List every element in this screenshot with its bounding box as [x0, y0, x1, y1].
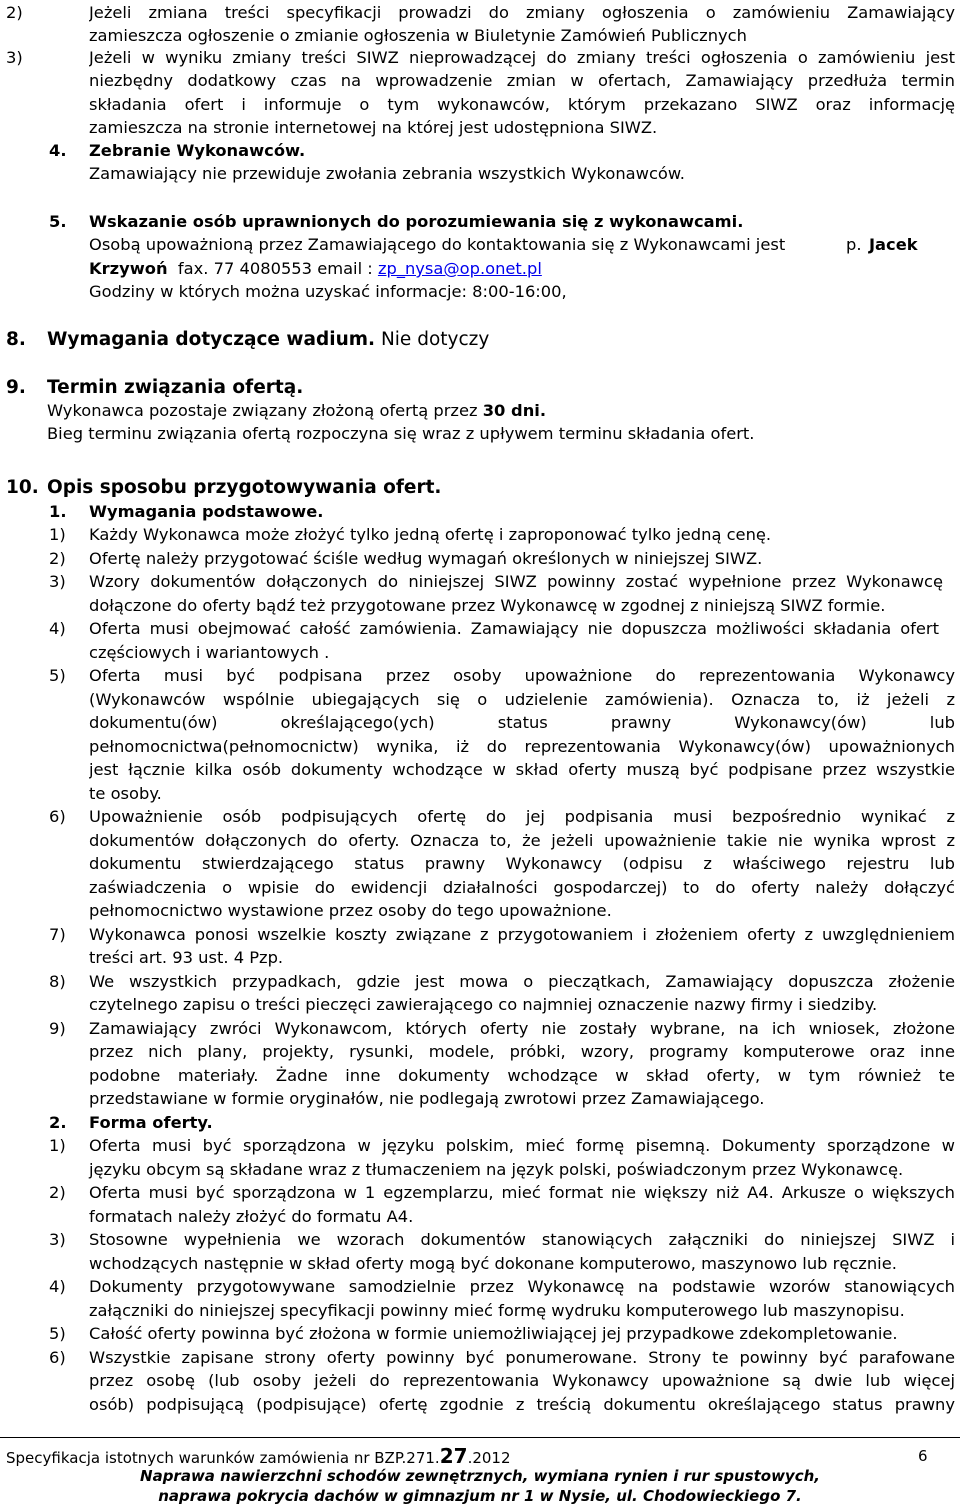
contact-first-name: Jacek [869, 235, 918, 254]
subsection-title: Wymagania podstawowe. [89, 502, 324, 521]
paragraph-line: czytelnego zapisu o treści pieczęci zawierającego co najmniej oznaczenie nazwy firmy i siedziby. [89, 995, 878, 1014]
paragraph-line: języku obcym są składane wraz z tłumaczeniem na język polski, poświadczonym przez Wykonawcę. [89, 1160, 904, 1179]
paragraph-line: Stosowne wypełnienia we wzorach dokumentów stanowiących załączniki do niniejszej SIWZ i [89, 1230, 955, 1249]
paragraph-line: Wykonawca ponosi wszelkie koszty związane z przygotowaniem i złożeniem oferty z uwzględnieniem [89, 925, 955, 944]
paragraph-line: częściowych i wariantowych . [89, 643, 330, 662]
paragraph-line: zamieszcza ogłoszenie o zmianie ogłoszenia w Biuletynie Zamówień Publicznych [89, 26, 747, 45]
paragraph-line: podobne materiały. Żadne inne dokumenty wchodzące w skład oferty, w tym również te [89, 1066, 955, 1085]
paragraph-line: Oferta musi być sporządzona w 1 egzemplarzu, mieć format nie większy niż A4. Arkusze o większych [89, 1183, 955, 1202]
footer-title-line1: Naprawa nawierzchni schodów zewnętrznych, wymiana rynien i rur spustowych, [140, 1467, 820, 1485]
footer-title-line2: naprawa pokrycia dachów w gimnazjum nr 1 w Nysie, ul. Chodowieckiego 7. [158, 1487, 802, 1505]
section-number: 8. [6, 329, 26, 350]
subsection-number: 2. [49, 1113, 67, 1132]
list-number: 4) [49, 1277, 66, 1296]
email-link[interactable]: zp_nysa@op.onet.pl [377, 259, 542, 278]
paragraph-line: Bieg terminu związania ofertą rozpoczyna się wraz z upływem terminu składania ofert. [47, 424, 755, 443]
paragraph-line: zaświadczenia o wpisie do ewidencji działalności gospodarczej) to do oferty należy dołączyć [89, 878, 955, 897]
footer-divider [0, 1437, 960, 1438]
section-title: Wymagania dotyczące wadium. [47, 329, 376, 350]
section-text: Nie dotyczy [380, 329, 490, 350]
paragraph-line: Każdy Wykonawca może złożyć tylko jedną ofertę i zaproponować tylko jedną cenę. [89, 525, 772, 544]
paragraph-line: We wszystkich przypadkach, gdzie jest mowa o pieczątkach, Zamawiający dopuszcza złożenie [89, 972, 955, 991]
list-number: 5) [49, 666, 66, 685]
contact-last-name: Krzywoń [89, 259, 168, 278]
list-number: 5) [49, 1324, 66, 1343]
section-number: 10. [6, 477, 39, 498]
paragraph-line: Wzory dokumentów dołączonych do niniejszej SIWZ powinny zostać wypełnione przez Wykonawcę [89, 572, 943, 591]
paragraph-line: Ofertę należy przygotować ściśle według wymagań określonych w niniejszej SIWZ. [89, 549, 763, 568]
paragraph-line: Oferta musi być podpisana przez osoby upoważnione do reprezentowania Wykonawcy [89, 666, 955, 685]
list-number: 6) [49, 1348, 66, 1367]
paragraph-line: przez osobę (lub osoby jeżeli do reprezentowania Wykonawcy upoważnione są dwie lub więcej [89, 1371, 955, 1390]
paragraph-line: załączniki do niniejszej specyfikacji powinny mieć formę wydruku komputerowego lub maszynopisu. [89, 1301, 905, 1320]
paragraph-text: Wykonawca pozostaje związany złożoną ofertą przez [47, 401, 483, 420]
list-number: 1) [49, 1136, 66, 1155]
fax-email-label: fax. 77 4080553 email : [177, 259, 378, 278]
paragraph-line: składania ofert i informuje o tym wykonawców, którym przekazano SIWZ oraz informację [89, 95, 955, 114]
list-number: 6) [49, 807, 66, 826]
paragraph-line: pełnomocnictwa(pełnomocnictw) wynika, iż do reprezentowania Wykonawcy(ów) upoważnionych [89, 737, 955, 756]
section-title: Opis sposobu przygotowywania ofert. [47, 477, 442, 498]
footer-spec-number: 27 [439, 1444, 468, 1468]
paragraph-line: niezbędny dodatkowy czas na wprowadzenie zmian w ofertach, Zamawiający przedłuża termin [89, 71, 955, 90]
section-title: Wskazanie osób uprawnionych do porozumiewania się z wykonawcami. [89, 212, 744, 231]
subsection-number: 1. [49, 502, 67, 521]
contact-prefix: p. [846, 235, 862, 254]
paragraph-line: te osoby. [89, 784, 162, 803]
paragraph-line: Jeżeli w wyniku zmiany treści SIWZ nieprowadzącej do zmiany treści ogłoszenia o zamówieniu jest [89, 48, 955, 67]
section-title: Zebranie Wykonawców. [89, 141, 306, 160]
paragraph-line: dokumentu(ów) określającego(ych) status prawny Wykonawcy(ów) lub [89, 713, 955, 732]
list-number: 8) [49, 972, 66, 991]
paragraph-line: Oferta musi obejmować całość zamówienia. Zamawiający nie dopuszcza możliwości składania ofert [89, 619, 939, 638]
list-number: 7) [49, 925, 66, 944]
paragraph-line: dokumentu stwierdzającego status prawny Wykonawcy (odpisu z właściwego rejestru lub [89, 854, 955, 873]
paragraph-line: Osobą upoważnioną przez Zamawiającego do kontaktowania się z Wykonawcami jest [89, 235, 786, 254]
paragraph-line: wchodzących następnie w skład oferty mogą być dokonane komputerowo, maszynowo lub ręcznie. [89, 1254, 897, 1273]
paragraph-line: Godziny w których można uzyskać informacje: 8:00-16:00, [89, 282, 567, 301]
paragraph-line: Oferta musi być sporządzona w języku polskim, mieć formę pisemną. Dokumenty sporządzone w [89, 1136, 955, 1155]
paragraph-line: osób) podpisującą (podpisujące) ofertę zgodnie z treścią dokumentu określającego status prawny [89, 1395, 955, 1414]
paragraph-line: Całość oferty powinna być złożona w formie uniemożliwiającej jej przypadkowe zdekompletowanie. [89, 1324, 898, 1343]
paragraph-line: Upoważnienie osób podpisujących ofertę do jej podpisania musi bezpośrednio wynikać z [89, 807, 955, 826]
subsection-title: Forma oferty. [89, 1113, 213, 1132]
list-number: 2) [6, 3, 23, 22]
paragraph-line: formatach należy złożyć do formatu A4. [89, 1207, 414, 1226]
paragraph-line: Wszystkie zapisane strony oferty powinny być ponumerowane. Strony te powinny być parafowane [89, 1348, 955, 1367]
paragraph-line: Jeżeli zmiana treści specyfikacji prowadzi do zmiany ogłoszenia o zamówieniu Zamawiający [89, 3, 955, 22]
paragraph-line: treści art. 93 ust. 4 Pzp. [89, 948, 284, 967]
section-number: 4. [49, 141, 67, 160]
list-number: 3) [6, 48, 23, 67]
page-number: 6 [918, 1447, 928, 1465]
list-number: 4) [49, 619, 66, 638]
paragraph-line: przedstawiane w formie oryginałów, nie podlegają zwrotowi przez Zamawiającego. [89, 1089, 765, 1108]
paragraph-line [47, 399, 546, 422]
paragraph-line: pełnomocnictwo wystawione przez osoby do tego upoważnione. [89, 901, 612, 920]
paragraph-line: Dokumenty przygotowywane samodzielnie przez Wykonawcę na podstawie wzorów stanowiących [89, 1277, 955, 1296]
term-days: 30 dni. [482, 401, 547, 420]
paragraph-line: dołączone do oferty bądź też przygotowane przez Wykonawcę w zgodnej z niniejszą SIWZ formie. [89, 596, 886, 615]
list-number: 2) [49, 549, 66, 568]
contact-line [89, 257, 542, 280]
footer-spec-text: Specyfikacja istotnych warunków zamówienia nr BZP.271. [6, 1449, 440, 1467]
paragraph-line: Zamawiający nie przewiduje zwołania zebrania wszystkich Wykonawców. [89, 164, 685, 183]
list-number: 3) [49, 572, 66, 591]
paragraph-line: zamieszcza na stronie internetowej na której jest udostępniona SIWZ. [89, 118, 658, 137]
paragraph-line: Zamawiający zwróci Wykonawcom, których oferty nie zostały wybrane, na ich wniosek, złożone [89, 1019, 955, 1038]
section-title: Termin związania ofertą. [47, 377, 304, 398]
paragraph-line: przez nich plany, projekty, rysunki, modele, próbki, wzory, programy komputerowe oraz inne [89, 1042, 955, 1061]
list-number: 9) [49, 1019, 66, 1038]
list-number: 3) [49, 1230, 66, 1249]
section-number: 9. [6, 377, 26, 398]
list-number: 1) [49, 525, 66, 544]
list-number: 2) [49, 1183, 66, 1202]
section-number: 5. [49, 212, 67, 231]
paragraph-line: (Wykonawców wspólnie ubiegających się o udzielenie zamówienia). Oznacza to, iż jeżeli z [89, 690, 955, 709]
section-heading [47, 328, 489, 351]
footer-spec-year: .2012 [467, 1449, 511, 1467]
paragraph-line: dokumentów dołączonych do oferty. Oznacza to, że jeżeli upoważnienie takie nie wynika wprost z [89, 831, 955, 850]
paragraph-line: jest łącznie kilka osób dokumenty wchodzące w skład oferty muszą być podpisane przez wszystkie [89, 760, 955, 779]
